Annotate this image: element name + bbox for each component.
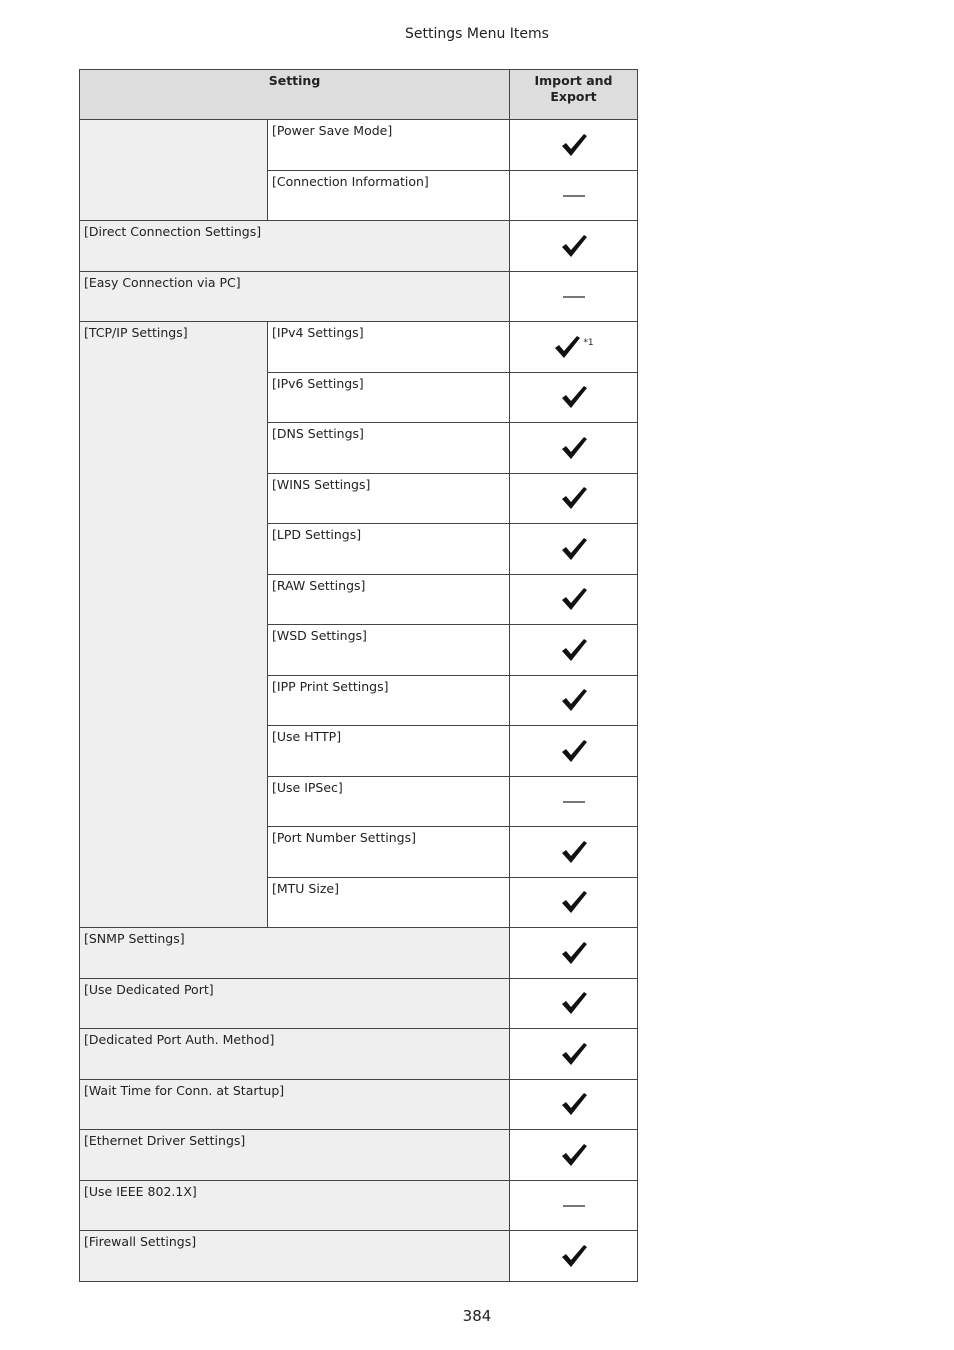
table-row: [80, 928, 638, 979]
import-export-cell: [510, 524, 638, 575]
checkmark-icon: [560, 1092, 588, 1116]
import-export-cell: [510, 675, 638, 726]
checkmark-icon: [560, 890, 588, 914]
dash-icon: [563, 1205, 585, 1207]
table-row: [80, 1130, 638, 1181]
settings-table: [79, 69, 638, 1282]
setting-name: [Use HTTP]: [268, 726, 510, 777]
parent-setting-name: [TCP/IP Settings]: [80, 322, 268, 928]
setting-name: [Connection Information]: [268, 170, 510, 221]
checkmark-icon: [553, 335, 581, 359]
checkmark-icon: [560, 133, 588, 157]
dash-icon: [563, 195, 585, 197]
import-export-cell: [510, 271, 638, 322]
import-export-cell: [510, 322, 638, 373]
import-export-cell: [510, 1029, 638, 1080]
import-export-cell: [510, 877, 638, 928]
checkmark-icon: [560, 688, 588, 712]
table-row: [80, 1180, 638, 1231]
setting-name: [DNS Settings]: [268, 423, 510, 474]
checkmark-icon: [560, 537, 588, 561]
column-header-setting: Setting: [80, 70, 510, 120]
setting-name: [Power Save Mode]: [268, 120, 510, 171]
setting-name: [RAW Settings]: [268, 574, 510, 625]
checkmark-icon: [560, 486, 588, 510]
setting-name: [Wait Time for Conn. at Startup]: [80, 1079, 510, 1130]
parent-setting-cell: [80, 120, 268, 221]
import-export-cell: [510, 372, 638, 423]
setting-name: [Direct Connection Settings]: [80, 221, 510, 272]
checkmark-icon: [560, 1042, 588, 1066]
table-row: [80, 322, 638, 373]
import-export-cell: [510, 625, 638, 676]
checkmark-icon: [560, 739, 588, 763]
setting-name: [SNMP Settings]: [80, 928, 510, 979]
table-row: [80, 221, 638, 272]
checkmark-icon: [560, 991, 588, 1015]
import-export-cell: [510, 120, 638, 171]
setting-name: [MTU Size]: [268, 877, 510, 928]
checkmark-icon: [560, 385, 588, 409]
checkmark-icon: [560, 941, 588, 965]
dash-icon: [563, 801, 585, 803]
import-export-cell: [510, 221, 638, 272]
import-export-cell: [510, 726, 638, 777]
setting-name: [IPP Print Settings]: [268, 675, 510, 726]
setting-name: [WSD Settings]: [268, 625, 510, 676]
import-export-cell: [510, 1231, 638, 1282]
table-row: [80, 1079, 638, 1130]
page-header-title: Settings Menu Items: [405, 26, 549, 42]
checkmark-icon: [560, 638, 588, 662]
table-row: [80, 120, 638, 171]
import-export-cell: [510, 978, 638, 1029]
setting-name: [IPv6 Settings]: [268, 372, 510, 423]
table-row: [80, 271, 638, 322]
checkmark-icon: [560, 436, 588, 460]
setting-name: [Use IPSec]: [268, 776, 510, 827]
setting-name: [Port Number Settings]: [268, 827, 510, 878]
setting-name: [Ethernet Driver Settings]: [80, 1130, 510, 1181]
checkmark-icon: [560, 840, 588, 864]
setting-name: [Easy Connection via PC]: [80, 271, 510, 322]
table-row: [80, 1231, 638, 1282]
setting-name: [IPv4 Settings]: [268, 322, 510, 373]
setting-name: [Use IEEE 802.1X]: [80, 1180, 510, 1231]
setting-name: [LPD Settings]: [268, 524, 510, 575]
import-export-cell: [510, 1079, 638, 1130]
table-row: [80, 1029, 638, 1080]
import-export-cell: [510, 574, 638, 625]
setting-name: [WINS Settings]: [268, 473, 510, 524]
footnote-marker: *1: [583, 337, 594, 348]
import-export-cell: [510, 1130, 638, 1181]
import-export-cell: [510, 928, 638, 979]
import-export-cell: [510, 776, 638, 827]
dash-icon: [563, 296, 585, 298]
checkmark-icon: [560, 587, 588, 611]
setting-name: [Dedicated Port Auth. Method]: [80, 1029, 510, 1080]
checkmark-icon: [560, 234, 588, 258]
checkmark-icon: [560, 1143, 588, 1167]
import-export-cell: [510, 423, 638, 474]
setting-name: [Firewall Settings]: [80, 1231, 510, 1282]
checkmark-icon: [560, 1244, 588, 1268]
import-export-cell: [510, 170, 638, 221]
page-number: 384: [462, 1307, 492, 1325]
table-row: [80, 978, 638, 1029]
import-export-cell: [510, 1180, 638, 1231]
import-export-cell: [510, 473, 638, 524]
setting-name: [Use Dedicated Port]: [80, 978, 510, 1029]
import-export-cell: [510, 827, 638, 878]
column-header-import-export: Import and Export: [510, 70, 638, 120]
